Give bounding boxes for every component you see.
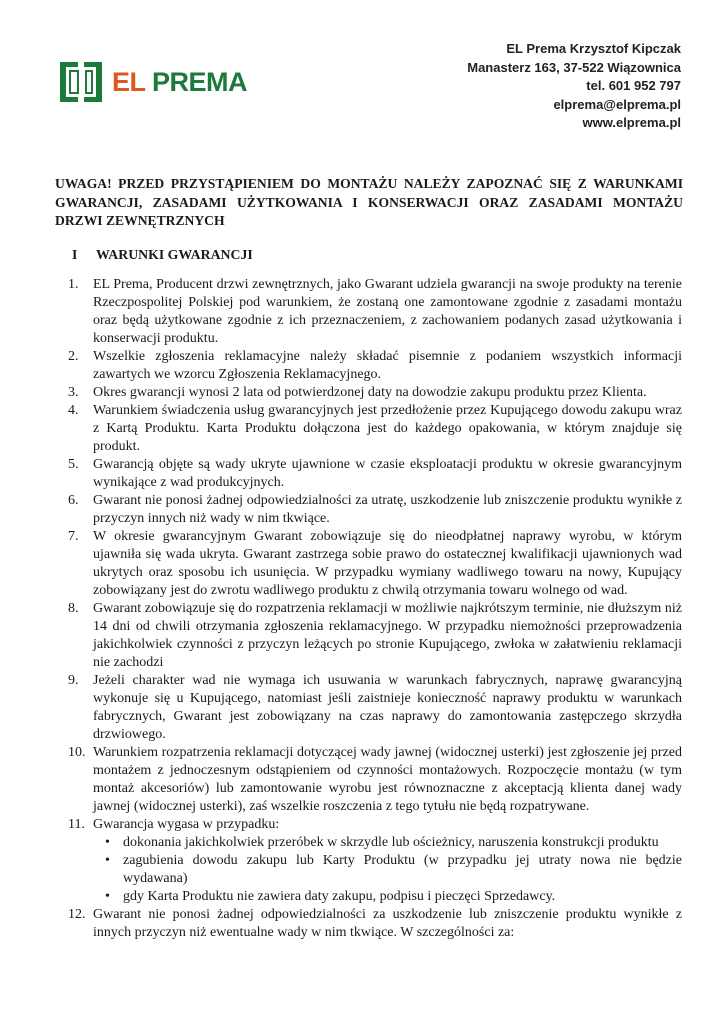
term-sub-text: zagubienia dowodu zakupu lub Karty Produktu (w przypadku jej utraty nowa nie będzie wydawana) [123, 853, 682, 886]
term-number: 6. [68, 493, 79, 508]
term-item [68, 456, 682, 492]
term-item [68, 528, 682, 600]
term-item [68, 816, 682, 906]
term-body [93, 744, 682, 816]
bullet-icon: • [105, 835, 110, 850]
term-body [93, 456, 682, 492]
logo-wordmark [112, 66, 248, 97]
section-title [72, 247, 253, 263]
company-phone: tel. 601 952 797 [586, 78, 681, 93]
term-item [68, 276, 682, 348]
term-item [68, 906, 682, 942]
term-text: Warunkiem świadczenia usług gwarancyjnych jest przedłożenie przez Kupującego dowodu zakupu wraz z Kartą Produktu. Karta Produktu dołączona jest do każdego opakowania, w którym znajduje się produkt. [93, 403, 682, 454]
term-body [93, 906, 682, 942]
section-number: I [72, 247, 78, 262]
term-sub-list [93, 834, 682, 906]
term-text: Wszelkie zgłoszenia reklamacyjne należy składać pisemnie z podaniem wszystkich informacji zawartych we wzorcu Zgłoszenia Reklamacyjnego. [93, 349, 682, 382]
term-text: Warunkiem rozpatrzenia reklamacji dotyczącej wady jawnej (widocznej usterki) jest zgłoszenie jej przed montażem z jednoczesnym odstąpieniem od czynności montażowych. Rozpoczęcie montażu (w tym montaż akcesoriów) lub zamontowanie wyrobu jest równoznaczne z akceptacją klienta danej wady jawnej (widocznej usterki), zaś wszelkie roszczenia z tego tytułu nie będą rozpatrywane. [93, 745, 682, 814]
term-body [93, 384, 682, 402]
term-item [68, 402, 682, 456]
warranty-terms-list [68, 276, 682, 942]
term-body [93, 600, 682, 672]
term-item [68, 492, 682, 528]
term-text: Gwarancja wygasa w przypadku: [93, 817, 280, 832]
term-number: 10. [68, 745, 86, 760]
term-text: Gwarant zobowiązuje się do rozpatrzenia reklamacji w możliwie najkrótszym terminie, nie dłuższym niż 14 dni od chwili otrzymania zgłoszenia reklamacyjnego. W przypadku niemożności przeprowadzenia jakichkolwiek czynności z przyczyn leżących po stronie Kupującego, zwłoka w załatwieniu reklamacji nie zachodzi [93, 601, 682, 670]
term-sub-item [93, 834, 682, 852]
company-website[interactable]: www.elprema.pl [582, 115, 681, 130]
logo-prema-text: PREMA [152, 66, 248, 97]
term-body [93, 672, 682, 744]
term-sub-text: dokonania jakichkolwiek przeróbek w skrzydle lub ościeżnicy, naruszenia konstrukcji produktu [123, 835, 659, 850]
term-number: 3. [68, 385, 79, 400]
company-address: Manasterz 163, 37-522 Wiązownica [467, 59, 681, 75]
term-body [93, 276, 682, 348]
term-number: 9. [68, 673, 79, 688]
bullet-icon: • [105, 853, 110, 868]
term-body [93, 816, 682, 906]
term-item [68, 600, 682, 672]
term-body [93, 402, 682, 456]
term-text: Gwarant nie ponosi żadnej odpowiedzialności za uszkodzenie lub zniszczenie produktu wynikłe z innych przyczyn niż ewentualne wady w nim tkwiące. W szczególności za: [93, 907, 682, 940]
term-body [93, 528, 682, 600]
term-text: W okresie gwarancyjnym Gwarant zobowiązuje się do nieodpłatnej naprawy wyrobu, w którym ujawniła się wada ukryta. Gwarant zastrzega sobie prawo do ostatecznej kwalifikacji ujawnionych wad ukrytych oraz sposobu ich usunięcia. W przypadku wymiany wadliwego towaru na nowy, Kupujący zobowiązany jest do zwrotu wadliwego produktu z chwilą otrzymania towaru wolnego od wad. [93, 529, 682, 598]
term-number: 2. [68, 349, 79, 364]
term-number: 5. [68, 457, 79, 472]
section-title-text: WARUNKI GWARANCJI [96, 247, 253, 262]
bullet-icon: • [105, 889, 110, 904]
logo-el-text: EL [112, 66, 146, 97]
term-item [68, 744, 682, 816]
company-email[interactable]: elprema@elprema.pl [553, 96, 681, 112]
term-number: 7. [68, 529, 79, 544]
term-number: 8. [68, 601, 79, 616]
term-text: Gwarancją objęte są wady ukryte ujawnione w czasie eksploatacji produktu w okresie gwarancyjnym wynikające z wad produkcyjnych. [93, 457, 682, 490]
contact-block [467, 40, 681, 133]
term-text: Jeżeli charakter wad nie wymaga ich usuwania w warunkach fabrycznych, naprawę gwarancyjną wykonuje się u Kupującego, natomiast jeśli zaistnieje konieczność naprawy produktu w warunkach fabrycznych, Gwarant jest zobowiązany na czas naprawy do zamontowania zastępczego skrzydła drzwiowego. [93, 673, 682, 742]
term-item [68, 672, 682, 744]
term-body [93, 348, 682, 384]
term-number: 4. [68, 403, 79, 418]
term-number: 12. [68, 907, 86, 922]
warning-heading: UWAGA! PRZED PRZYSTĄPIENIEM DO MONTAŻU NALEŻY ZAPOZNAĆ SIĘ Z WARUNKAMI GWARANCJI, ZASADAMI UŻYTKOWANIA I KONSERWACJI ORAZ ZASADAMI MONTAŻU DRZWI ZEWNĘTRZNYCH [55, 176, 683, 228]
company-logo [58, 58, 247, 106]
term-text: Okres gwarancji wynosi 2 lata od potwierdzonej daty na dowodzie zakupu produktu przez Klienta. [93, 385, 647, 400]
term-sub-text: gdy Karta Produktu nie zawiera daty zakupu, podpisu i pieczęci Sprzedawcy. [123, 889, 556, 904]
term-text: EL Prema, Producent drzwi zewnętrznych, jako Gwarant udziela gwarancji na swoje produkty na terenie Rzeczpospolitej Polskiej pod warunkiem, że zostaną one zamontowane zgodnie z zasadami montażu oraz będą użytkowane zgodnie z ich przeznaczeniem, z zachowaniem podanych zasad użytkowania i konserwacji produktu. [93, 277, 682, 346]
term-number: 1. [68, 277, 79, 292]
term-text: Gwarant nie ponosi żadnej odpowiedzialności za utratę, uszkodzenie lub zniszczenie produktu wynikłe z przyczyn innych niż wady w nim tkwiące. [93, 493, 682, 526]
term-sub-item [93, 852, 682, 888]
term-number: 11. [68, 817, 85, 832]
company-name: EL Prema Krzysztof Kipczak [506, 41, 681, 56]
term-item [68, 384, 682, 402]
term-body [93, 492, 682, 528]
term-sub-item [93, 888, 682, 906]
term-item [68, 348, 682, 384]
door-frame-icon [58, 58, 106, 106]
